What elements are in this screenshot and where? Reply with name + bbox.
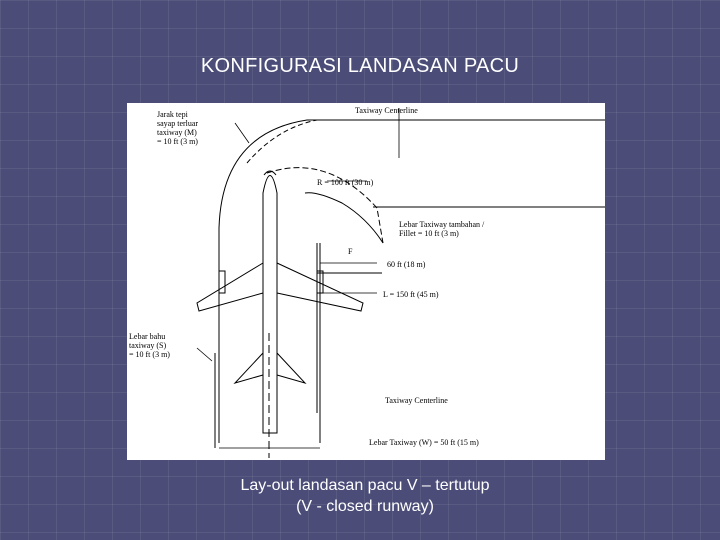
airplane [197,171,363,433]
label-edge-s-2: taxiway (S) [129,341,167,350]
label-clearance-m-1: Jarak tepi [157,110,188,119]
label-length-l: L = 150 ft (45 m) [383,290,439,299]
label-clearance-m-3: taxiway (M) [157,128,197,137]
label-taxiway-centerline-bottom: Taxiway Centerline [385,396,448,405]
left-wing [197,263,263,311]
caption-line-2: (V - closed runway) [296,498,434,515]
dim-s-leader [197,348,212,361]
left-stabilizer [235,353,263,383]
label-taxiway-centerline-top: Taxiway Centerline [355,106,418,115]
label-fillet-1: Lebar Taxiway tambahan / [399,220,485,229]
dim-m-leader [235,123,249,143]
taxiway-layout-diagram [127,103,605,460]
label-radius-r: R = 100 ft (30 m) [317,178,374,187]
label-clearance-m-4: = 10 ft (3 m) [157,137,198,146]
right-stabilizer [277,353,305,383]
label-edge-s-3: = 10 ft (3 m) [129,350,170,359]
caption [0,475,720,517]
dimension-lines [197,108,399,448]
label-clearance-m-2: sayap terluar [157,119,199,128]
label-fillet-marker: F [348,247,353,256]
fillet-curve [305,193,383,243]
slide-title: KONFIGURASI LANDASAN PACU [200,55,520,77]
caption-line-1: Lay-out landasan pacu V – tertutup [240,477,490,494]
label-edge-s-1: Lebar bahu [129,332,166,341]
fuselage [263,176,277,434]
label-fillet-2: Fillet = 10 ft (3 m) [399,229,459,238]
label-dim-60: 60 ft (18 m) [387,260,426,269]
label-taxiway-width: Lebar Taxiway (W) = 50 ft (15 m) [369,438,479,447]
